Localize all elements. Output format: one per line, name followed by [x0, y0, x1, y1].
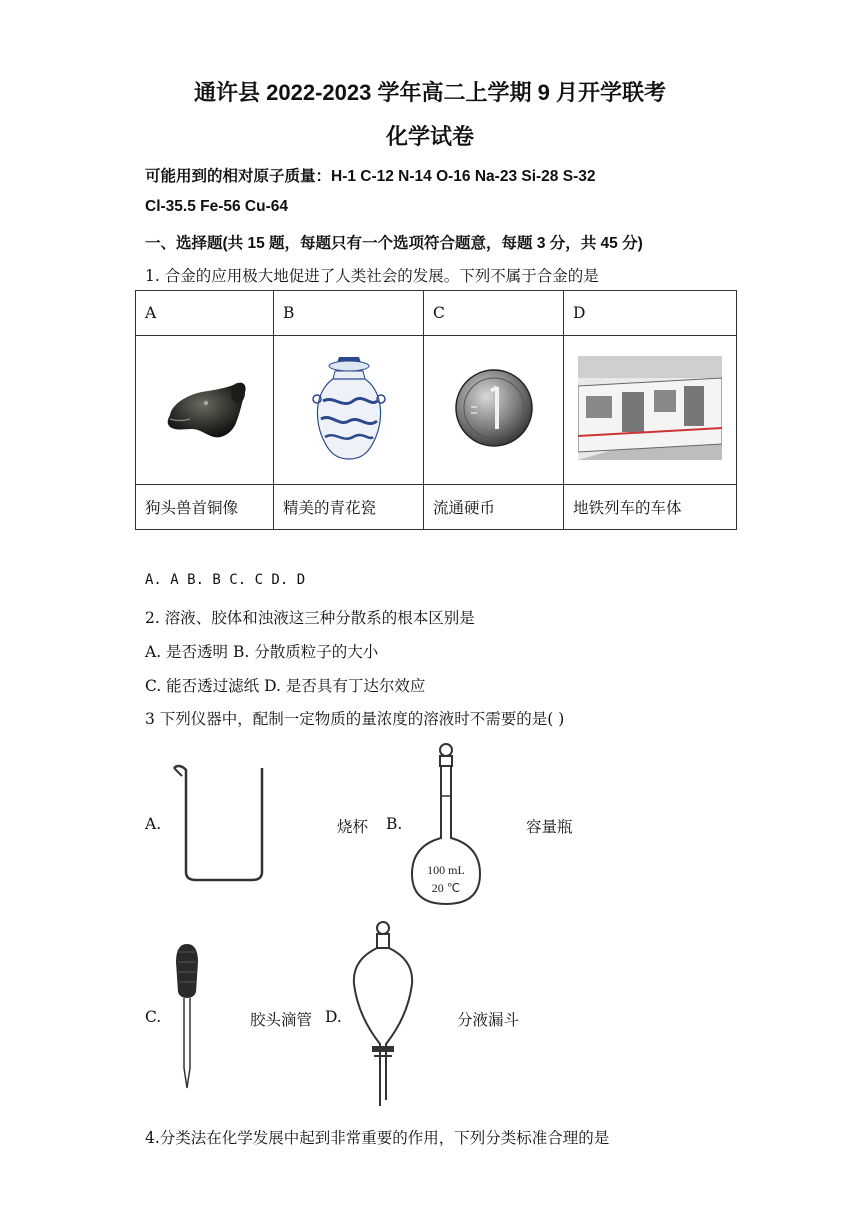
option-b-name: 容量瓶 [526, 818, 573, 836]
question-1-stem: 1. 合金的应用极大地促进了人类社会的发展。下列不属于合金的是 [145, 267, 599, 285]
option-c-letter: C. [145, 1008, 162, 1026]
question-2-stem: 2. 溶液、胶体和浊液这三种分散系的根本区别是 [145, 609, 475, 627]
exam-subtitle: 化学试卷 [385, 124, 474, 149]
question-3-stem: 3 下列仪器中，配制一定物质的量浓度的溶液时不需要的是( ) [145, 710, 565, 728]
subway-train-image [564, 336, 737, 485]
option-d-letter: D. [325, 1008, 342, 1026]
option-b-letter: B. [386, 815, 403, 833]
table-header-a: A [136, 291, 274, 336]
option-a-name: 烧杯 [337, 818, 369, 836]
label-b: 精美的青花瓷 [274, 485, 424, 530]
table-header-d: D [564, 291, 737, 336]
option-c-name: 胶头滴管 [250, 1011, 313, 1029]
dropper-image [172, 942, 202, 1090]
atomic-mass-line-1: 可能用到的相对原子质量：H-1 C-12 N-14 O-16 Na-23 Si-28 S-32 [145, 168, 596, 185]
question-1-options: A. A B. B C. C D. D [145, 572, 306, 588]
separatory-funnel-image [350, 920, 416, 1110]
option-d-name: 分液漏斗 [457, 1011, 520, 1029]
flask-temp-mark: 20 ℃ [431, 881, 461, 895]
blue-white-porcelain-image [274, 336, 424, 485]
table-header-b: B [274, 291, 424, 336]
label-d: 地铁列车的车体 [564, 485, 737, 530]
coin-image [424, 336, 564, 485]
question-1-table [135, 290, 737, 530]
dog-head-bronze-image [136, 336, 274, 485]
exam-title: 通许县 2022-2023 学年高二上学期 9 月开学联考 [194, 80, 666, 105]
flask-volume-mark: 100 mL [427, 863, 465, 877]
beaker-image [170, 762, 270, 884]
volumetric-flask-image [406, 742, 486, 908]
label-a: 狗头兽首铜像 [136, 485, 274, 530]
table-header-c: C [424, 291, 564, 336]
question-2-options-1: A. 是否透明 B. 分散质粒子的大小 [145, 643, 379, 661]
question-2-options-2: C. 能否透过滤纸 D. 是否具有丁达尔效应 [145, 677, 426, 695]
option-a-letter: A. [145, 815, 162, 833]
label-c: 流通硬币 [424, 485, 564, 530]
question-4-stem: 4.分类法在化学发展中起到非常重要的作用，下列分类标准合理的是 [145, 1129, 610, 1147]
section-heading: 一、选择题(共 15 题，每题只有一个选项符合题意，每题 3 分，共 45 分) [145, 235, 643, 252]
atomic-mass-line-2: Cl-35.5 Fe-56 Cu-64 [145, 198, 288, 215]
